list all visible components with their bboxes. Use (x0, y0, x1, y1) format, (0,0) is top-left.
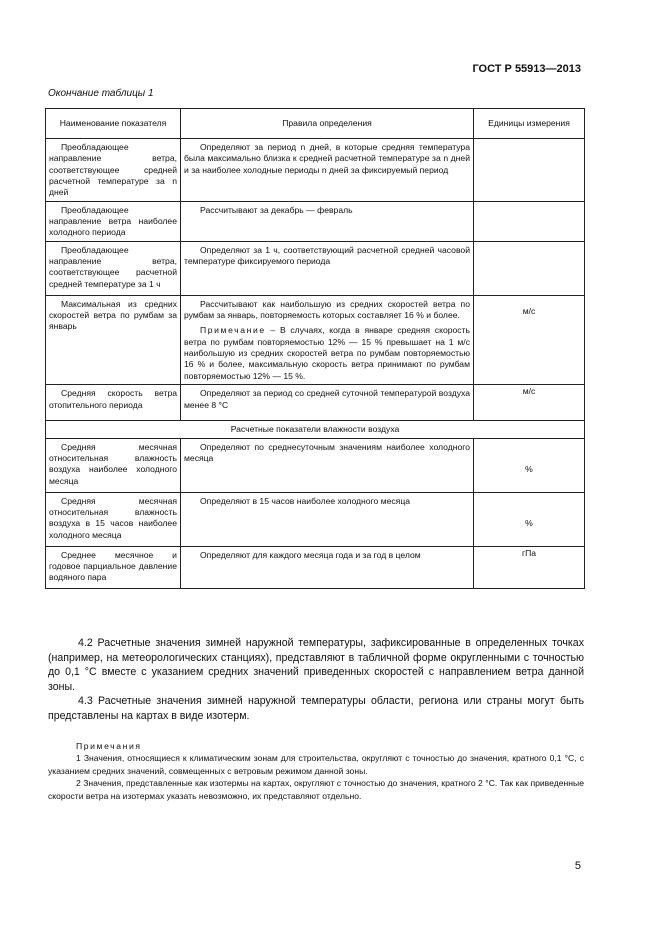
row-rule: Определяют за период n дней, в которые средняя температура была максимально близка к средней расчетной температуре за n дней и за наиболее холодные периоды n дней за фиксируемый период (181, 139, 474, 202)
row-name: Максимальная из средних скоростей ветра по румбам за январь (46, 295, 181, 384)
column-header-rule: Правила определения (181, 109, 474, 139)
row-name: Преобладающее направление ветра, соответствующее расчетной средней температуре за 1 ч (46, 241, 181, 295)
row-rule: Определяют за период со средней суточной температурой воздуха менее 8 °С (181, 385, 474, 421)
row-rule-cell (181, 295, 474, 384)
table-row (46, 385, 585, 421)
table-row (46, 546, 585, 588)
table-section-row (46, 421, 585, 438)
row-unit (474, 139, 585, 202)
indicators-table (45, 108, 585, 589)
table-row (46, 241, 585, 295)
column-header-name: Наименование показателя (46, 109, 181, 139)
row-name: Среднее месячное и годовое парциальное давление водяного пара (46, 546, 181, 588)
column-header-unit: Единицы измерения (474, 109, 585, 139)
body-paragraphs (48, 636, 584, 724)
paragraph-4-2: 4.2 Расчетные значения зимней наружной температуры, зафиксированные в определенных точках (например, на метеорологических станциях), представляют в табличной форме округленными с точностью до 0,1 °С вместе с указанием средних значений приведенных скоростей с направлением ветра данной зоны. (48, 637, 584, 693)
table-row (46, 438, 585, 492)
paragraph-4-3: 4.3 Расчетные значения зимней наружной температуры области, региона или страны могут быть представлены на картах в виде изотерм. (48, 695, 584, 723)
row-rule: Определяют в 15 часов наиболее холодного месяца (181, 492, 474, 546)
table-row (46, 139, 585, 202)
table-row (46, 492, 585, 546)
note-2: 2 Значения, представленные как изотермы на картах, округляют с точностью до значения, кратного 2 °С. Так как приведенные скорости ветра на изотермах указать невозможно, их представляют отдельно. (48, 778, 584, 801)
row-name: Средняя месячная относительная влажность воздуха наиболее холодного месяца (46, 438, 181, 492)
row-name: Преобладающее направление ветра, соответствующее средней расчетной температуре за n дней (46, 139, 181, 202)
row-note-label: Примечание (200, 325, 266, 336)
table-caption: Окончание таблицы 1 (48, 88, 154, 99)
page-number: 5 (574, 860, 581, 872)
row-name: Средняя месячная относительная влажность воздуха в 15 часов наиболее холодного месяца (46, 492, 181, 546)
table-header-row (46, 109, 585, 139)
row-unit: м/с (474, 385, 585, 421)
notes-title: Примечания (76, 741, 142, 751)
row-rule: Определяют за 1 ч, соответствующий расчетной средней часовой температуре фиксируемого периода (181, 241, 474, 295)
section-title: Расчетные показатели влажности воздуха (46, 421, 585, 438)
row-name: Преобладающее направление ветра наиболее холодного периода (46, 201, 181, 241)
row-rule: Определяют по среднесуточным значениям наиболее холодного месяца (181, 438, 474, 492)
table-row (46, 201, 585, 241)
row-unit: % (474, 492, 585, 546)
row-rule: Определяют для каждого месяца года и за год в целом (181, 546, 474, 588)
row-unit (474, 201, 585, 241)
row-unit: % (474, 438, 585, 492)
note-1: 1 Значения, относящиеся к климатическим зонам для строительства, округляют с точностью до значения, кратного 0,1 °С, с указанием средних значений, совмещенных с ветровым режимом данной зоны. (48, 753, 584, 776)
row-name: Средняя скорость ветра отопительного периода (46, 385, 181, 421)
document-code: ГОСТ Р 55913—2013 (472, 63, 581, 75)
row-rule: Рассчитывают за декабрь — февраль (181, 201, 474, 241)
row-note-text: – В случаях, когда в январе средняя скорость ветра по румбам повторяемостью 12% — 15 % превышает на 1 м/с наибольшую из средних скоростей ветра по румбам повторяемостью 16 % и более, максимальную скорость ветра принимают по румбам повторяемостью 12% — 15 %. (184, 325, 470, 381)
row-unit: гПа (474, 546, 585, 588)
row-unit (474, 241, 585, 295)
row-note (184, 325, 470, 382)
row-rule: Рассчитывают как наибольшую из средних скоростей ветра по румбам за январь, повторяемость которых составляет 16 % и более. (184, 298, 470, 321)
notes-block (48, 740, 584, 802)
table-row (46, 295, 585, 384)
row-unit: м/с (474, 295, 585, 384)
